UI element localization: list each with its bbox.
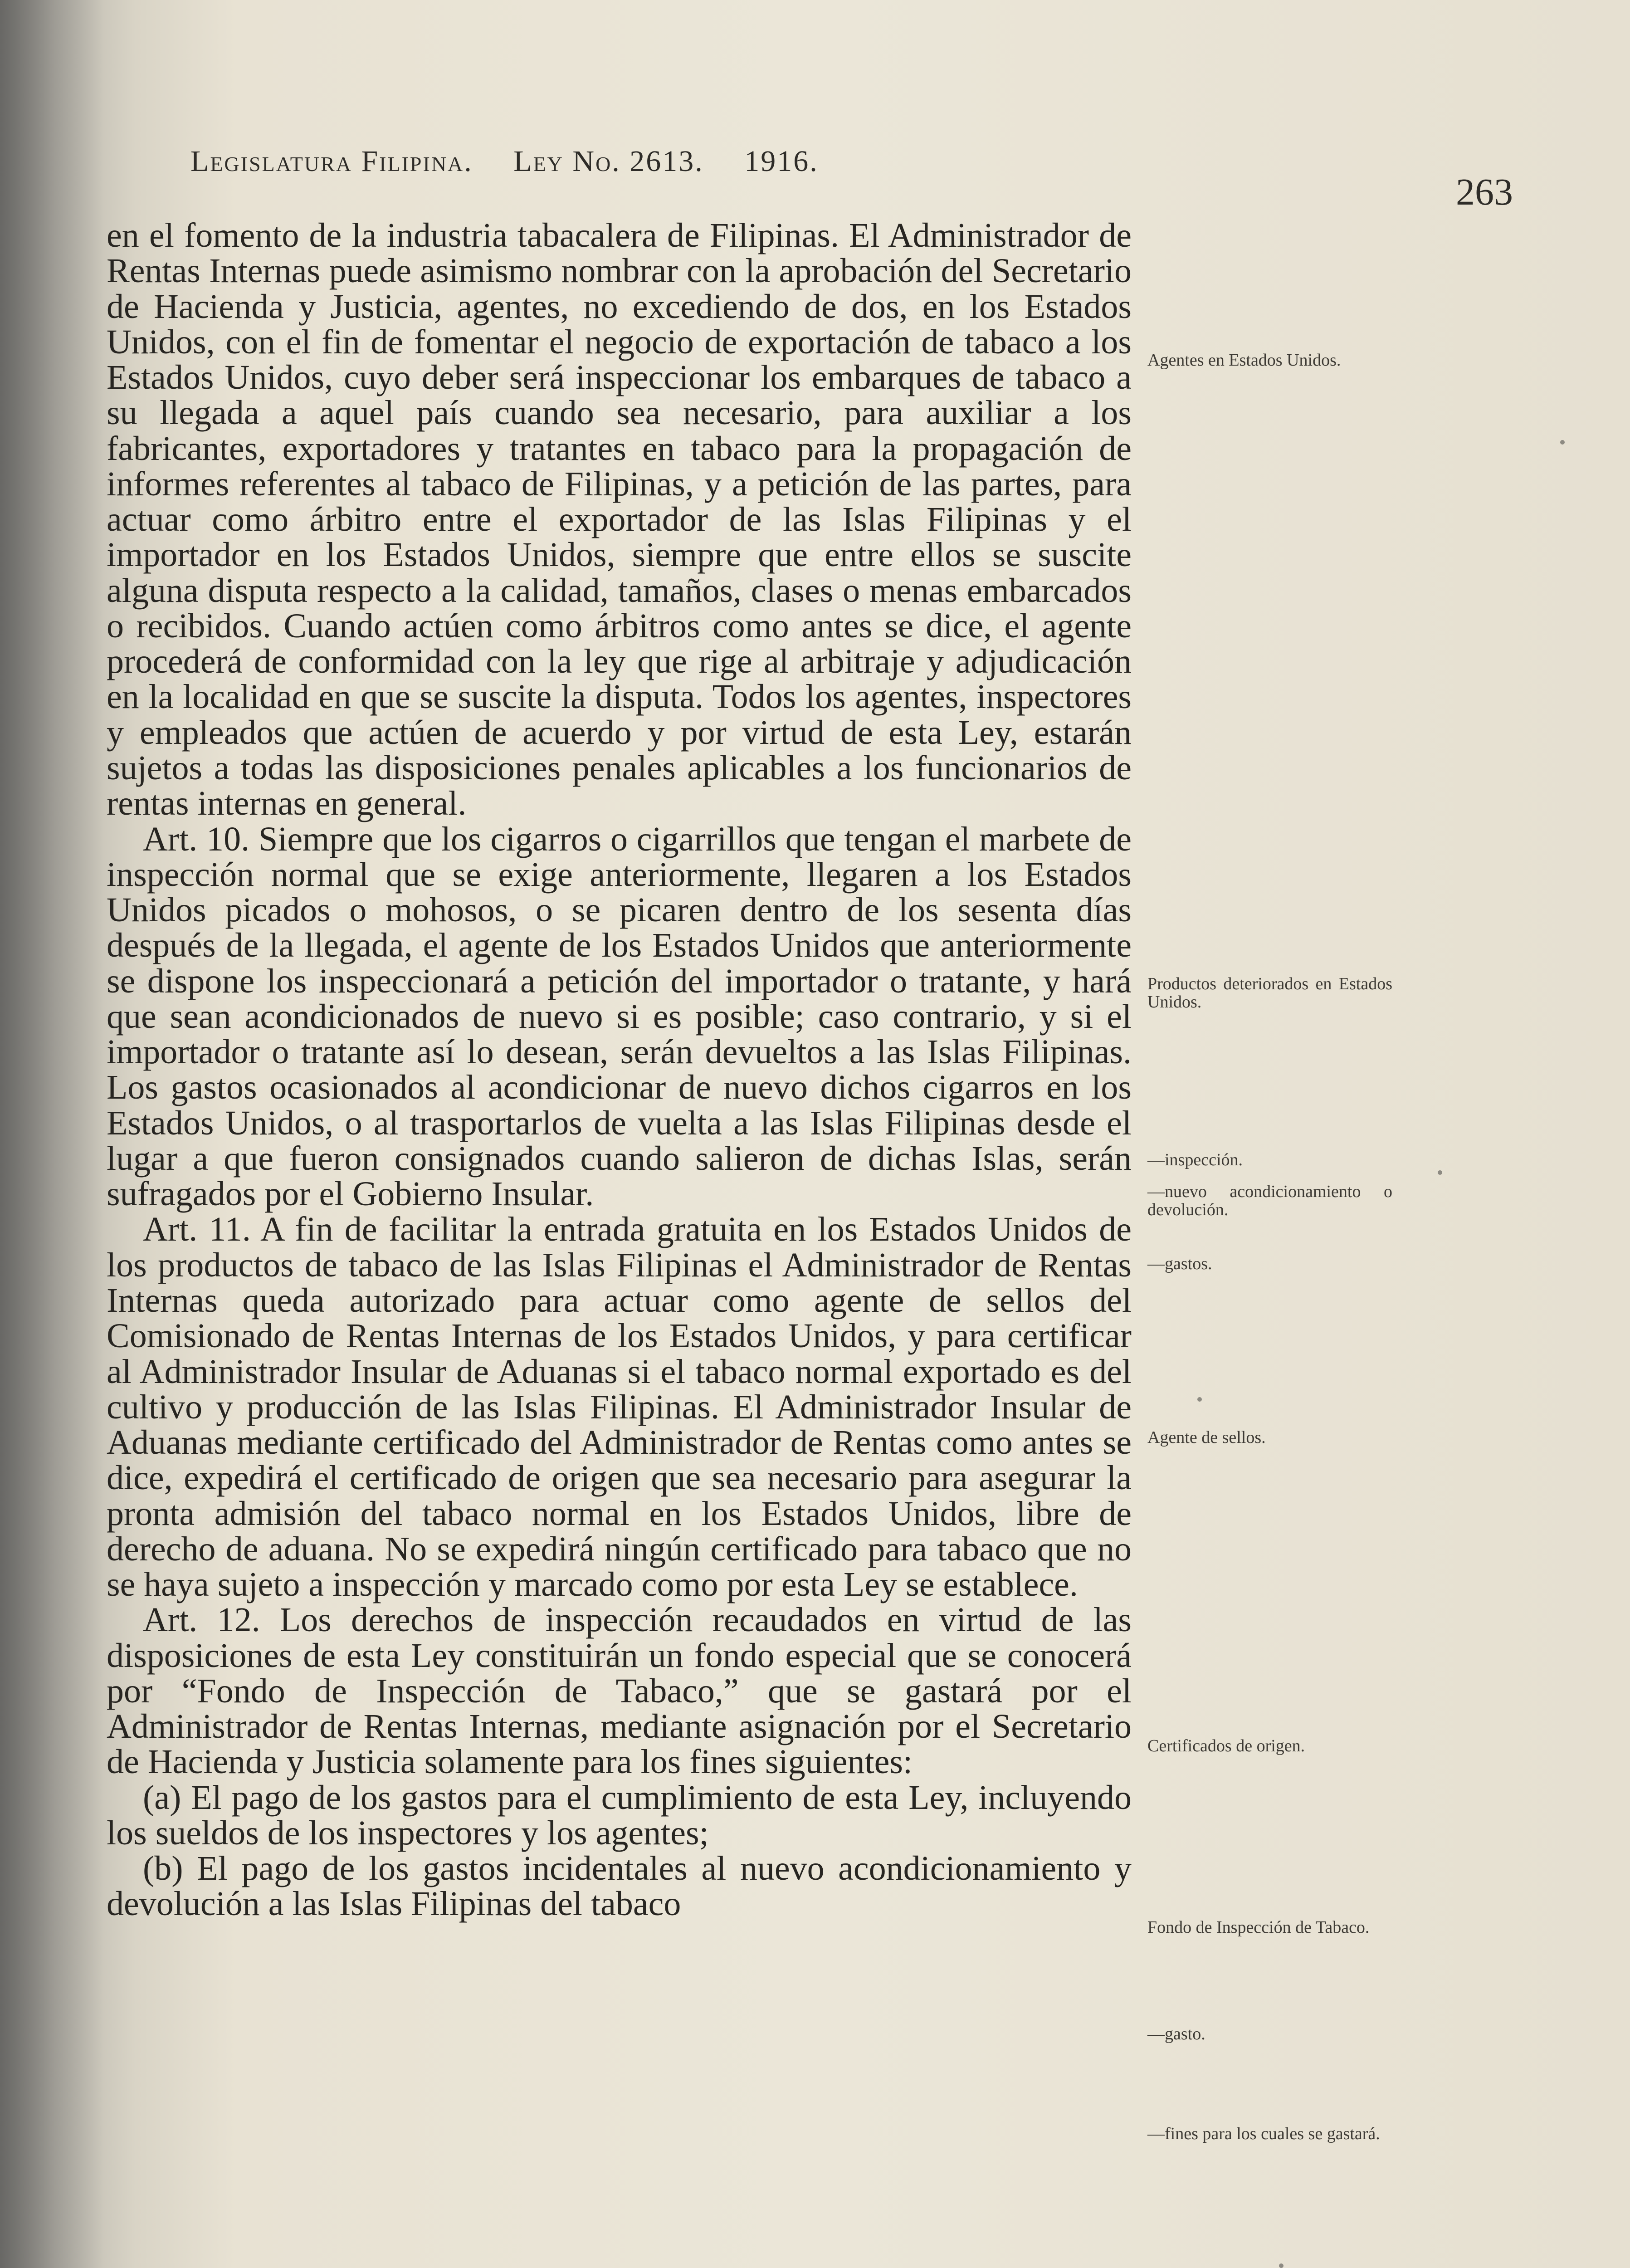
margin-note-acondicionamiento: —nuevo acondicionamiento o devolución.	[1147, 1182, 1392, 1219]
paper-speck	[1279, 2263, 1284, 2268]
paper-speck	[1197, 1397, 1202, 1402]
law-number: Ley No. 2613.	[513, 145, 704, 178]
margin-note-agentes: Agentes en Estados Unidos.	[1147, 351, 1341, 370]
running-header	[190, 144, 1052, 179]
main-text	[107, 218, 1132, 1922]
margin-note-gasto: —gasto.	[1147, 2024, 1205, 2043]
binding-shadow	[0, 0, 104, 2268]
margin-note-fines: —fines para los cuales se gastará.	[1147, 2124, 1380, 2143]
margin-note-fondo: Fondo de Inspección de Tabaco.	[1147, 1918, 1370, 1937]
margin-note-inspeccion: —inspección.	[1147, 1150, 1243, 1169]
margin-note-agente-sellos: Agente de sellos.	[1147, 1428, 1266, 1447]
paragraph-clause-b: (b) El pago de los gastos incidentales al nuevo acondicionamiento y devolución a las Islas Filipinas del tabaco	[107, 1849, 1132, 1923]
year: 1916.	[744, 145, 819, 178]
paragraph-art-11: Art. 11. A fin de facilitar la entrada gratuita en los Estados Unidos de los productos de tabaco de las Islas Filipinas el Administrador de Rentas Internas queda autorizado para actuar como agente de sellos del Comisionado de Rentas Internas de los Estados Unidos, y para certificar al Administrador Insular de Aduanas si el tabaco normal exportado es del cultivo y producción de las Islas Filipinas. El Administrador Insular de Aduanas mediante certificado del Administrador de Rentas como antes se dice, expedirá el certificado de origen que sea necesario para asegurar la pronta admisión del tabaco normal en los Estados Unidos, libre de derecho de aduana. No se expedirá ningún certificado para tabaco que no se haya sujeto a inspección y marcado como por esta Ley se establece.	[107, 1210, 1132, 1604]
running-title: Legislatura Filipina.	[190, 145, 473, 178]
paragraph-continuation: en el fomento de la industria tabacalera de Filipinas. El Administrador de Rentas Internas puede asimismo nombrar con la aprobación del Secretario de Hacienda y Justicia, agentes, no excediendo de dos, en los Estados Unidos, con el fin de fomentar el negocio de exportación de tabaco a los Estados Unidos, cuyo deber será inspeccionar los embarques de tabaco a su llegada a aquel país cuando sea necesario, para auxiliar a los fabricantes, exportadores y tratantes en tabaco para la propagación de informes referentes al tabaco de Filipinas, y a petición de las partes, para actuar como árbitro entre el exportador de las Islas Filipinas y el importador en los Estados Unidos, siempre que entre ellos se suscite alguna disputa respecto a la calidad, tamaños, clases o menas embarcados o recibidos. Cuando actúen como árbitros como antes se dice, el agente procederá de conformidad con la ley que rige al arbitraje y adjudicación en la localidad en que se suscite la disputa. Todos los agentes, inspectores y empleados que actúen de acuerdo y por virtud de esta Ley, estarán sujetos a todas las disposiciones penales aplicables a los funcionarios de rentas internas en general.	[107, 216, 1132, 823]
margin-note-gastos: —gastos.	[1147, 1254, 1212, 1273]
page-number: 263	[1456, 171, 1513, 213]
margin-note-certificados: Certificados de origen.	[1147, 1736, 1305, 1755]
paragraph-art-10: Art. 10. Siempre que los cigarros o cigarrillos que tengan el marbete de inspección normal que se exige anteriormente, llegaren a los Estados Unidos picados o mohosos, o se picaren dentro de los sesenta días después de la llegada, el agente de los Estados Unidos que anteriormente se dispone los inspeccionará a petición del importador o tratante, y hará que sean acondicionados de nuevo si es posible; caso contrario, y si el importador o tratante así lo desean, serán devueltos a las Islas Filipinas. Los gastos ocasionados al acondicionar de nuevo dichos cigarros en los Estados Unidos, o al trasportarlos de vuelta a las Islas Filipinas desde el lugar a que fueron consignados cuando salieron de dichas Islas, serán sufragados por el Gobierno Insular.	[107, 820, 1132, 1213]
paragraph-art-12: Art. 12. Los derechos de inspección recaudados en virtud de las disposiciones de esta Ley constituirán un fondo especial que se conocerá por “Fondo de Inspección de Tabaco,” que se gastará por el Administrador de Rentas Internas, mediante asignación por el Secretario de Hacienda y Justicia solamente para los fines siguientes:	[107, 1601, 1132, 1781]
margin-note-productos: Productos deteriorados en Estados Unidos.	[1147, 974, 1392, 1012]
paper-speck	[1438, 1170, 1442, 1175]
paragraph-clause-a: (a) El pago de los gastos para el cumplimiento de esta Ley, incluyendo los sueldos de los inspectores y los agentes;	[107, 1778, 1132, 1852]
paper-speck	[1560, 440, 1565, 445]
